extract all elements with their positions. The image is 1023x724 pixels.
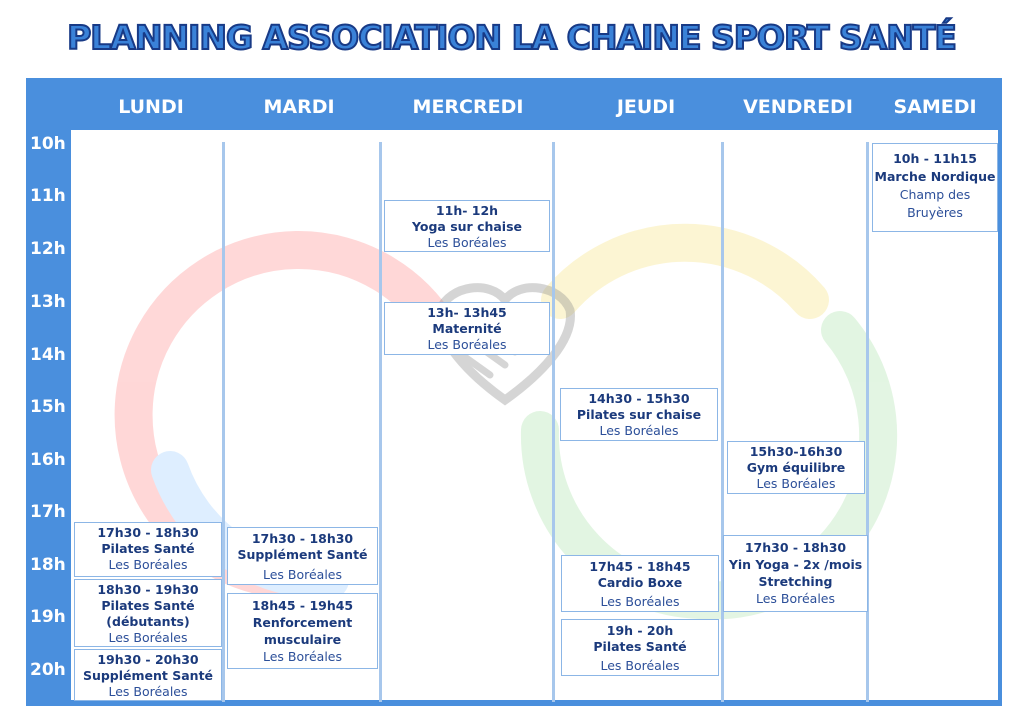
session-name-line2: (débutants): [106, 614, 190, 629]
session-time: 17h30 - 18h30: [251, 531, 354, 546]
session-time: 17h45 - 18h45: [589, 559, 691, 574]
session-name: Gym équilibre: [746, 460, 846, 475]
session-time: 17h30 - 18h30: [744, 540, 847, 555]
day-header-jeudi: JEUDI: [616, 96, 676, 118]
session-name: Yoga sur chaise: [411, 219, 523, 234]
hour-label: 20h: [30, 660, 66, 680]
session-card-lundi-pilates[interactable]: [74, 522, 222, 577]
session-card-jeudi-pilates-chaise[interactable]: [560, 388, 718, 441]
session-name: Pilates sur chaise: [576, 407, 702, 422]
session-name: Pilates Santé: [593, 639, 687, 654]
session-place-line2: Bruyères: [907, 205, 963, 220]
session-name: Maternité: [432, 321, 502, 336]
session-time: 15h30-16h30: [749, 444, 843, 459]
session-card-vendredi-gym-equilibre[interactable]: [727, 441, 865, 494]
hour-label: 11h: [30, 186, 66, 206]
day-header-lundi: LUNDI: [118, 96, 184, 118]
column-divider: [222, 142, 225, 702]
session-place: Les Boréales: [108, 684, 188, 699]
hour-label: 16h: [30, 450, 66, 470]
session-card-mercredi-yoga-chaise[interactable]: [384, 200, 550, 252]
session-time: 14h30 - 15h30: [588, 391, 690, 406]
session-card-vendredi-yin-yoga[interactable]: [723, 535, 868, 612]
session-name: Pilates Santé: [101, 541, 195, 556]
session-place: Les Boréales: [600, 658, 680, 673]
day-header-samedi: SAMEDI: [893, 96, 977, 118]
column-divider: [379, 142, 382, 702]
column-divider: [721, 142, 724, 702]
session-name-line2: musculaire: [263, 632, 342, 647]
right-border: [998, 78, 1002, 706]
session-time: 11h- 12h: [435, 203, 499, 218]
session-place: Les Boréales: [756, 476, 836, 491]
session-name: Supplément Santé: [237, 547, 368, 562]
session-card-jeudi-pilates-sante[interactable]: [561, 619, 719, 676]
session-name: Cardio Boxe: [597, 575, 683, 590]
session-place: Champ des: [899, 187, 971, 202]
session-card-mercredi-maternite[interactable]: [384, 302, 550, 355]
session-place: Les Boréales: [262, 567, 343, 582]
session-card-jeudi-cardio-boxe[interactable]: [561, 555, 719, 612]
session-time: 10h - 11h15: [893, 151, 977, 166]
session-name: Pilates Santé: [101, 598, 195, 613]
session-name: Marche Nordique: [874, 169, 996, 184]
session-place: Les Boréales: [427, 235, 507, 250]
session-place: Les Boréales: [262, 649, 343, 664]
session-name: Renforcement: [252, 615, 353, 630]
session-card-mardi-renforcement[interactable]: [227, 593, 378, 669]
session-time: 19h - 20h: [606, 623, 674, 638]
session-card-lundi-pilates-debutants[interactable]: [74, 579, 222, 647]
session-time: 19h30 - 20h30: [97, 652, 199, 667]
hour-label: 17h: [30, 502, 66, 522]
column-divider: [552, 142, 555, 702]
session-place: Les Boréales: [427, 337, 507, 352]
session-name-line2: Stretching: [758, 574, 833, 589]
hour-label: 15h: [30, 397, 66, 417]
session-card-mardi-supplement[interactable]: [227, 527, 378, 585]
hour-label: 12h: [30, 239, 66, 259]
session-time: 18h45 - 19h45: [251, 598, 354, 613]
hour-label: 10h: [30, 134, 66, 154]
column-divider: [866, 142, 869, 702]
hour-label: 18h: [30, 555, 66, 575]
session-card-samedi-marche-nordique[interactable]: [872, 143, 998, 232]
hour-label: 19h: [30, 607, 66, 627]
hour-label: 13h: [30, 292, 66, 312]
day-header-vendredi: VENDREDI: [743, 96, 853, 118]
session-time: 17h30 - 18h30: [97, 525, 199, 540]
session-time: 18h30 - 19h30: [97, 582, 199, 597]
session-place: Les Boréales: [108, 630, 188, 645]
session-place: Les Boréales: [600, 594, 680, 609]
session-card-lundi-supplement[interactable]: [74, 649, 222, 701]
hour-label: 14h: [30, 345, 66, 365]
session-place: Les Boréales: [755, 591, 836, 606]
session-place: Les Boréales: [108, 557, 188, 572]
page-title: PLANNING ASSOCIATION LA CHAINE SPORT SANTÉ: [67, 18, 956, 57]
session-place: Les Boréales: [599, 423, 679, 438]
session-name: Supplément Santé: [82, 668, 214, 683]
session-name: Yin Yoga - 2x /mois: [728, 557, 863, 572]
day-header-mardi: MARDI: [263, 96, 335, 118]
day-header-mercredi: MERCREDI: [412, 96, 524, 118]
logo-yellow-arc: [560, 243, 810, 300]
session-time: 13h- 13h45: [427, 305, 507, 320]
